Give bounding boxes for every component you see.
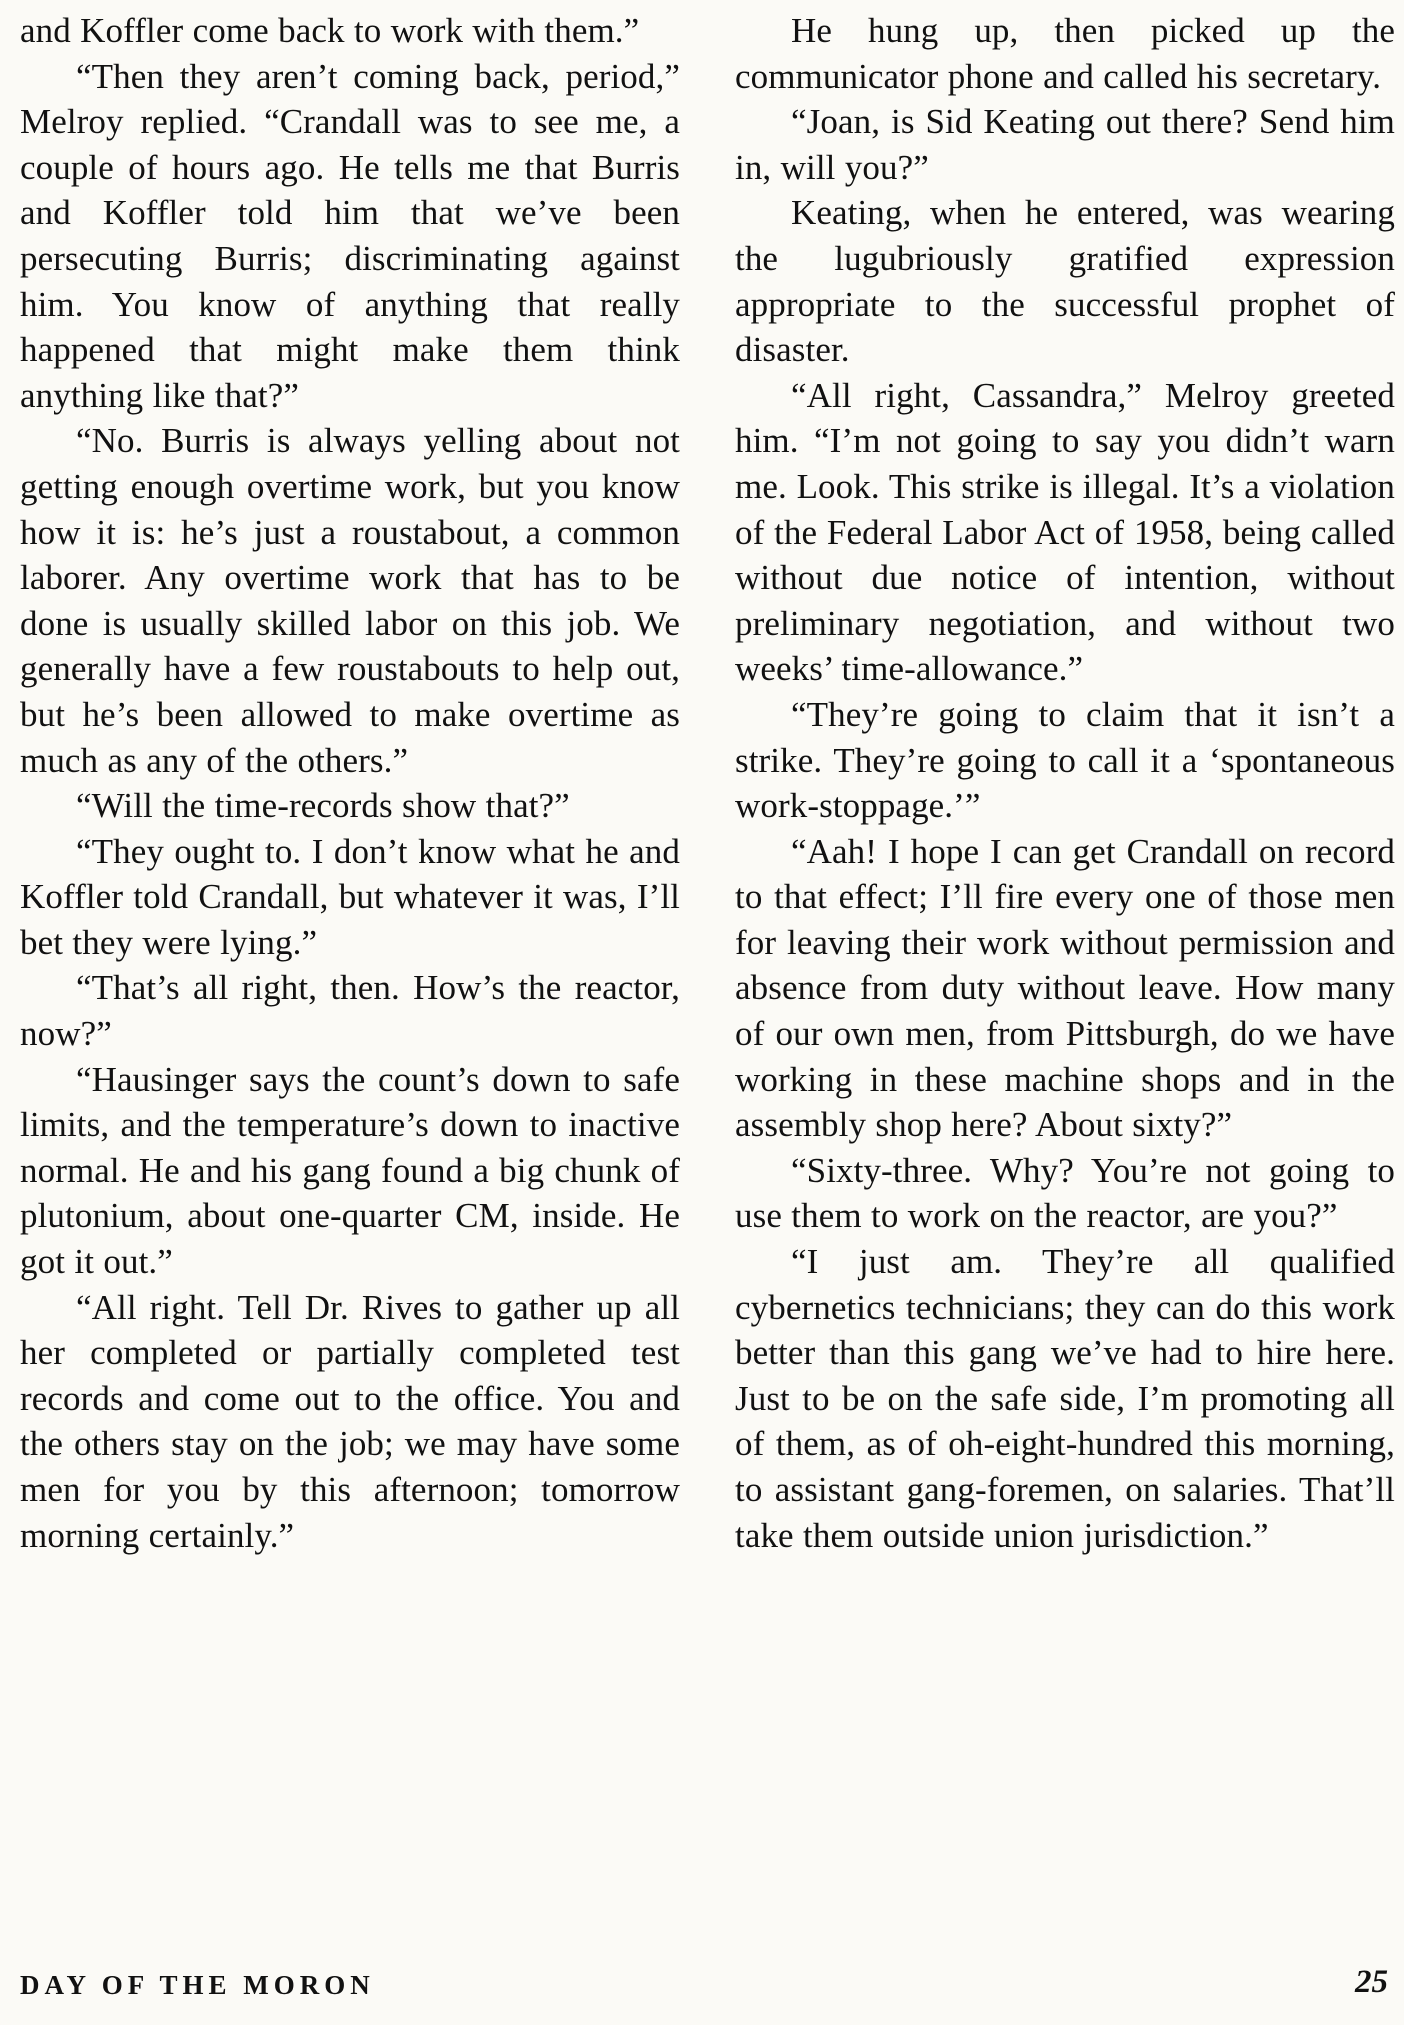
paragraph: “All right. Tell Dr. Rives to gather up all her completed or partially completed test records and come out to the office. You and the others stay on the job; we may have some men for you by this afternoon; tomorrow morning certainly.” xyxy=(20,1287,680,1555)
paragraph: “All right, Cassandra,” Melroy greeted him. “I’m not going to say you didn’t warn me. Look. This strike is illegal. It’s a violation of the Federal Labor Act of 1958, being called without due notice of intention, without preliminary negotiation, and without two weeks’ time-allowance.” xyxy=(735,375,1395,689)
page-footer xyxy=(20,1964,1388,2010)
paragraph: and Koffler come back to work with them.” xyxy=(20,11,640,50)
page-number: 25 xyxy=(1355,1964,1388,2000)
paragraph: “No. Burris is always yelling about not getting enough overtime work, but you know how it is: he’s just a roustabout, a common laborer. Any overtime work that has to be done is usually skilled labor on this job. We generally have a few roustabouts to help out, but he’s been allowed to make overtime as much as any of the others.” xyxy=(20,421,680,780)
paragraph: “Then they aren’t coming back, period,” Melroy replied. “Crandall was to see me, a couple of hours ago. He tells me that Burris and Koffler told him that we’ve been persecuting Burris; discriminating against him. You know of anything that really happened that might make them think anything like that?” xyxy=(20,56,680,415)
paragraph: “Joan, is Sid Keating out there? Send him in, will you?” xyxy=(735,102,1395,187)
paragraph: “Aah! I hope I can get Crandall on record to that effect; I’ll fire every one of those men for leaving their work without permission and absence from duty without leave. How many of our own men, from Pittsburgh, do we have working in these machine shops and in the assembly shop here? About sixty?” xyxy=(735,831,1395,1145)
paragraph: “I just am. They’re all qualified cybernetics technicians; they can do this work better than this gang we’ve had to hire here. Just to be on the safe side, I’m promoting all of them, as of oh-eight-hundred this morning, to assistant gang-foremen, on salaries. That’ll take them outside union jurisdiction.” xyxy=(735,1242,1395,1555)
paragraph: “They’re going to claim that it isn’t a strike. They’re going to call it a ‘spontaneous work-stoppage.’” xyxy=(735,694,1395,826)
left-text-column xyxy=(20,8,680,1558)
paragraph: “That’s all right, then. How’s the reactor, now?” xyxy=(20,968,680,1054)
paragraph: He hung up, then picked up the communicator phone and called his secretary. xyxy=(735,11,1395,96)
right-text-column xyxy=(735,8,1395,1558)
paragraph: “They ought to. I don’t know what he and Koffler told Crandall, but whatever it was, I’ll bet they were lying.” xyxy=(20,831,680,962)
paragraph: “Will the time-records show that?” xyxy=(76,786,570,826)
running-title: DAY OF THE MORON xyxy=(20,1970,375,2000)
paragraph: “Hausinger says the count’s down to safe limits, and the temperature’s down to inactive normal. He and his gang found a big chunk of plutonium, about one-quarter CM, inside. He got it out.” xyxy=(20,1059,680,1282)
paragraph: Keating, when he entered, was wearing the lugubriously gratified expression appropriate to the successful prophet of disaster. xyxy=(735,193,1395,370)
paragraph: “Sixty-three. Why? You’re not going to use them to work on the reactor, are you?” xyxy=(735,1150,1395,1236)
